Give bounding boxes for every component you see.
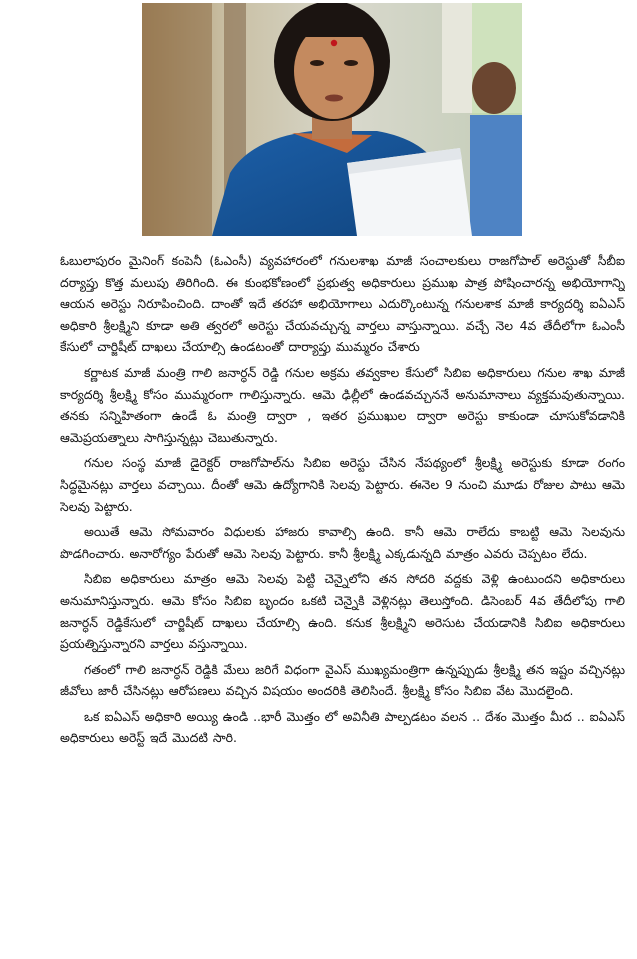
article-paragraph-6: గతంలో గాలి జనార్ధన్ రెడ్డికి మేలు జరిగే విధంగా వైఎస్ ముఖ్యమంత్రిగా ఉన్నప్పుడు శ్రీలక్ష్మి తన ఇష్టం వచ్చినట్లు జీవోలు జారీ చేసినట్లు ఆరోపణలు వచ్చిన విషయం అందరికి తెలిసిందే. శ్రీలక్ష్మి కోసం సిబిఐ వేట మొదలైంది. [60, 661, 625, 699]
article-paragraph-2: కర్ణాటక మాజీ మంత్రి గాలి జనార్ధన్ రెడ్డి గనుల అక్రమ తవ్వకాల కేసులో సిబిఐ అధికారులు గనుల శాఖ మాజీ కార్యదర్శి శ్రీలక్ష్మి కోసం ముమ్మరంగా గాలిస్తున్నారు. ఆమె ఢిల్లీలో ఉండవచ్చుననే అనుమానాలు వ్యక్తమవుతున్నాయి. తనకు సన్నిహితంగా ఉండే ఓ మంత్రి ద్వారా , ఇతర ప్రముఖుల ద్వారా అరెస్టు కాకుండా చూసుకోవడానికి ఆమెప్రయత్నాలు సాగిస్తున్నట్లు చెబుతున్నారు. [60, 364, 625, 445]
article-paragraph-5: సిబిఐ అధికారులు మాత్రం ఆమె సెలవు పెట్టి చెన్నైలోని తన సోదరి వద్దకు వెళ్లి ఉంటుందని అధికారులు అనుమానిస్తున్నారు. ఆమె కోసం సిబిఐ బృందం ఒకటి చెన్నైకి వెళ్లినట్లు తెలుస్తోంది. డిసెంబర్ 4వ తేదీలోపు గాలి జనార్ధన్ రెడ్డికేసులో చార్జిషీట్ దాఖలు చేయాల్సి ఉంది. కనుక శ్రీలక్ష్మిని అరెసుట చేయడానికి సిబిఐ అధికారులు ప్రయత్నిస్తున్నారని వార్తలు వస్తున్నాయి. [60, 571, 625, 652]
article-paragraph-4: అయితే ఆమె సోమవారం విధులకు హాజరు కావాల్సి ఉంది. కానీ ఆమె రాలేదు కాబట్టి ఆమె సెలవును పొడగించారు. అనారోగ్యం పేరుతో ఆమె సెలవు పెట్టారు. కానీ శ్రీలక్ష్మి ఎక్కడున్నది మాత్రం ఎవరు చెప్పటం లేదు. [60, 524, 625, 561]
article-body [60, 250, 625, 950]
photo-illustration [142, 3, 522, 236]
article-photo [142, 3, 522, 236]
article-paragraph-1: ఓబులాపురం మైనింగ్ కంపెనీ (ఓఎంసీ) వ్యవహారంలో గనులశాఖ మాజీ సంచాలకులు రాజగోపాల్ అరెస్టుతో సీబీఐ దర్యాప్తు కొత్త మలుపు తిరిగింది. ఈ కుంభకోణంలో ప్రభుత్వ అధికారులు ప్రముఖ పాత్ర పోషించారన్న అభియోగాన్ని ఆయన అరెస్టు నిరూపించింది. దాంతో ఇదే తరహా అభియోగాలు ఎదుర్కొంటున్న గనులశాక మాజీ కార్యదర్శి ఐఏఎస్ అధికారి శ్రీలక్ష్మిని కూడా అతి త్వరలో అరెస్టు చేయవచ్చున్న వార్తలు వాస్తున్నాయి. వచ్చే నెల 4వ తేదీలోగా ఓఎంసీ కేసులో చార్జిషీట్ దాఖలు చేయాల్సి ఉండటంతో దార్యాప్తు ముమ్మరం చేశారు [60, 253, 625, 355]
article-paragraph-3: గనుల సంస్థ మాజీ డైరెక్టర్ రాజగోపాల్‌ను సిబిఐ అరెస్టు చేసిన నేపథ్యంలో శ్రీలక్ష్మి అరెస్టుకు కూడా రంగం సిద్ధమైనట్లు వార్తలు వచ్చాయి. దీంతో ఆమె ఉద్యోగానికి సెలవు పెట్టారు. ఈనెల 9 నుంచి మూడు రోజుల పాటు ఆమె సెలవు పెట్టారు. [60, 455, 625, 514]
article-paragraph-7: ఒక ఐఏఎస్ అధికారి అయ్యి ఉండి ..భారీ మొత్తం లో అవినీతి పాల్పడటం వలన .. దేశం మొత్తం మీద .. ఐఏఎస్ అధికారులు అరెస్ట్ ఇదే మొదటి సారి. [60, 708, 625, 746]
